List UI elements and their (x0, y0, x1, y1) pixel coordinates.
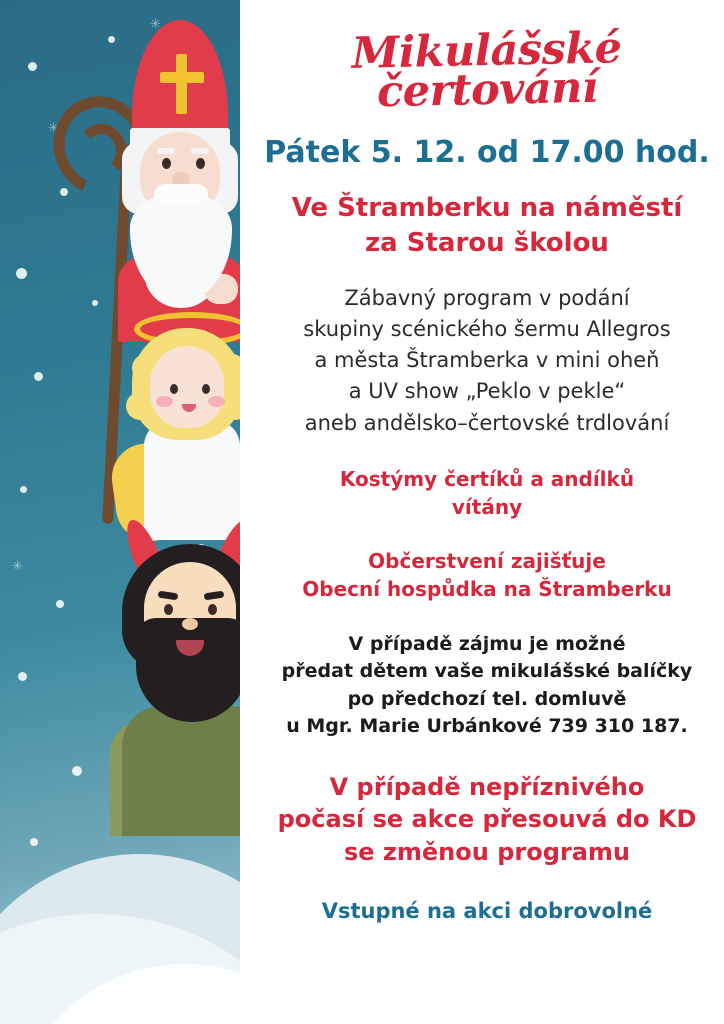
snow-dot (56, 600, 64, 608)
packages-line-1: V případě zájmu je možné (348, 632, 626, 655)
packages-note (264, 631, 710, 741)
program-line-4: a UV show „Peklo v pekle“ (348, 379, 626, 404)
angel-cheek-right (208, 396, 225, 407)
snow-dot (28, 62, 37, 71)
poster-content (250, 0, 724, 1024)
packages-line-3: po předchozí tel. domluvě (347, 687, 627, 710)
event-place-line-2: za Starou školou (365, 228, 609, 259)
snowflake-icon: ✳ (12, 559, 23, 574)
program-line-2: skupiny scénického šermu Allegros (303, 317, 671, 342)
angel-eye-right (202, 384, 210, 394)
weather-line-2: počasí se akce přesouvá do KD (277, 805, 697, 834)
snowflake-icon: ✳ (48, 121, 59, 136)
poster-title-line-1: Mikulášské (351, 23, 622, 79)
refreshment-note (264, 547, 710, 603)
event-place-line-1: Ve Štramberku na náměstí (291, 193, 683, 223)
snow-dot (18, 672, 27, 681)
angel-face (150, 346, 224, 428)
costumes-line-2: vítány (451, 494, 523, 519)
costumes-note (264, 465, 710, 521)
angel-eye-left (170, 384, 178, 394)
panel-edge (240, 0, 248, 1024)
weather-line-1: V případě nepříznivého (329, 772, 645, 801)
poster-title-line-2: čertování (376, 62, 599, 118)
event-date: Pátek 5. 12. od 17.00 hod. (264, 135, 710, 170)
packages-line-4: u Mgr. Marie Urbánkové 739 310 187. (286, 715, 688, 738)
nicholas-moustache (154, 184, 208, 206)
illustration-panel (0, 0, 248, 1024)
cross-icon (160, 72, 204, 83)
devil-figure (96, 500, 248, 800)
program-line-1: Zábavný program v podání (344, 286, 630, 311)
refreshment-line-1: Občerstvení zajišťuje (368, 548, 606, 573)
weather-note (264, 771, 710, 868)
nicholas-eye-right (196, 158, 205, 169)
poster-title (263, 25, 711, 116)
snowflake-icon: ✳ (150, 17, 161, 32)
angel-cheek-left (156, 396, 173, 407)
devil-eye-right (208, 604, 217, 615)
devil-nose (182, 618, 198, 630)
event-program (264, 283, 710, 438)
costumes-line-1: Kostýmy čertíků a andílků (339, 466, 635, 491)
snow-dot (72, 766, 82, 776)
nicholas-eye-left (162, 158, 171, 169)
event-place (264, 191, 710, 261)
entry-fee-note: Vstupné na akci dobrovolné (321, 898, 653, 923)
devil-eye-left (164, 604, 173, 615)
nicholas-eyebrow-right (191, 148, 209, 154)
weather-line-3: se změnou programu (344, 837, 630, 866)
snow-dot (30, 838, 38, 846)
program-line-5: aneb andělsko–čertovské trdlování (304, 410, 670, 435)
refreshment-line-2: Obecní hospůdka na Štramberku (302, 576, 672, 601)
snow-dot (16, 268, 27, 279)
packages-line-2: předat dětem vaše mikulášské balíčky (281, 660, 693, 683)
nicholas-eyebrow-left (157, 148, 175, 154)
snow-dot (20, 486, 27, 493)
cross-icon (176, 54, 187, 114)
saint-nicholas-figure (104, 17, 248, 330)
devil-body (122, 706, 248, 836)
program-line-3: a města Štramberka v mini oheň (314, 348, 660, 373)
